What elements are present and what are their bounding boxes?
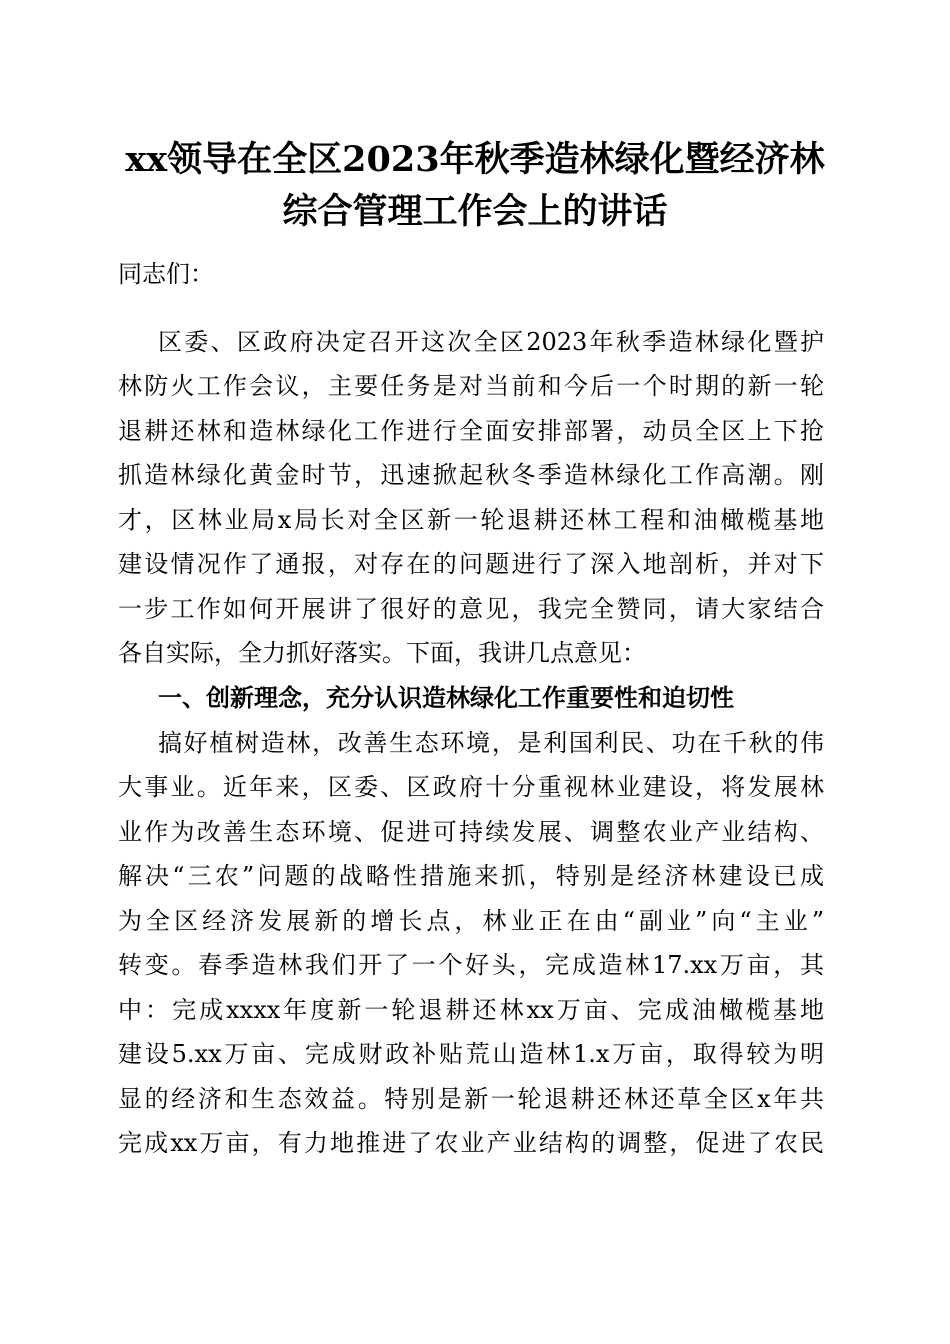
- paragraph-line: 显的经济和生态效益。特别是新一轮退耕还林还草全区x年共: [118, 1085, 824, 1113]
- paragraph-line: 为全区经济发展新的增长点，林业正在由“副业”向“主业”: [118, 907, 824, 935]
- salutation: 同志们：: [118, 260, 214, 288]
- document-title-line-1: xx领导在全区2023年秋季造林绿化暨经济林: [125, 139, 825, 180]
- document-title-line-2: 综合管理工作会上的讲话: [282, 191, 668, 232]
- paragraph-line: 一步工作如何开展讲了很好的意见，我完全赞同，请大家结合: [118, 595, 824, 623]
- paragraph-line: 林防火工作会议，主要任务是对当前和今后一个时期的新一轮: [118, 372, 824, 400]
- paragraph-line: 搞好植树造林，改善生态环境，是利国利民、功在千秋的伟: [158, 729, 824, 757]
- paragraph-line: 抓造林绿化黄金时节，迅速掀起秋冬季造林绿化工作高潮。刚: [118, 461, 824, 489]
- paragraph-line: 大事业。近年来，区委、区政府十分重视林业建设，将发展林: [118, 773, 824, 801]
- paragraph-line: 区委、区政府决定召开这次全区2023年秋季造林绿化暨护: [158, 328, 824, 356]
- paragraph-line: 建设情况作了通报，对存在的问题进行了深入地剖析，并对下: [118, 550, 824, 578]
- paragraph-line: 退耕还林和造林绿化工作进行全面安排部署，动员全区上下抢: [118, 417, 824, 445]
- paragraph-line: 完成xx万亩，有力地推进了农业产业结构的调整，促进了农民: [118, 1129, 824, 1157]
- paragraph-line: 中：完成xxxx年度新一轮退耕还林xx万亩、完成油橄榄基地: [118, 996, 824, 1024]
- paragraph-line: 业作为改善生态环境、促进可持续发展、调整农业产业结构、: [118, 818, 824, 846]
- paragraph-line: 解决“三农”问题的战略性措施来抓，特别是经济林建设已成: [118, 862, 824, 890]
- section-heading: 一、创新理念，充分认识造林绿化工作重要性和迫切性: [158, 684, 734, 712]
- paragraph-line: 各自实际，全力抓好落实。下面，我讲几点意见：: [118, 639, 646, 667]
- paragraph-line: 建设5.xx万亩、完成财政补贴荒山造林1.x万亩，取得较为明: [118, 1040, 824, 1068]
- paragraph-line: 才，区林业局x局长对全区新一轮退耕还林工程和油橄榄基地: [118, 506, 824, 534]
- paragraph-line: 转变。春季造林我们开了一个好头，完成造林17.xx万亩，其: [118, 951, 824, 979]
